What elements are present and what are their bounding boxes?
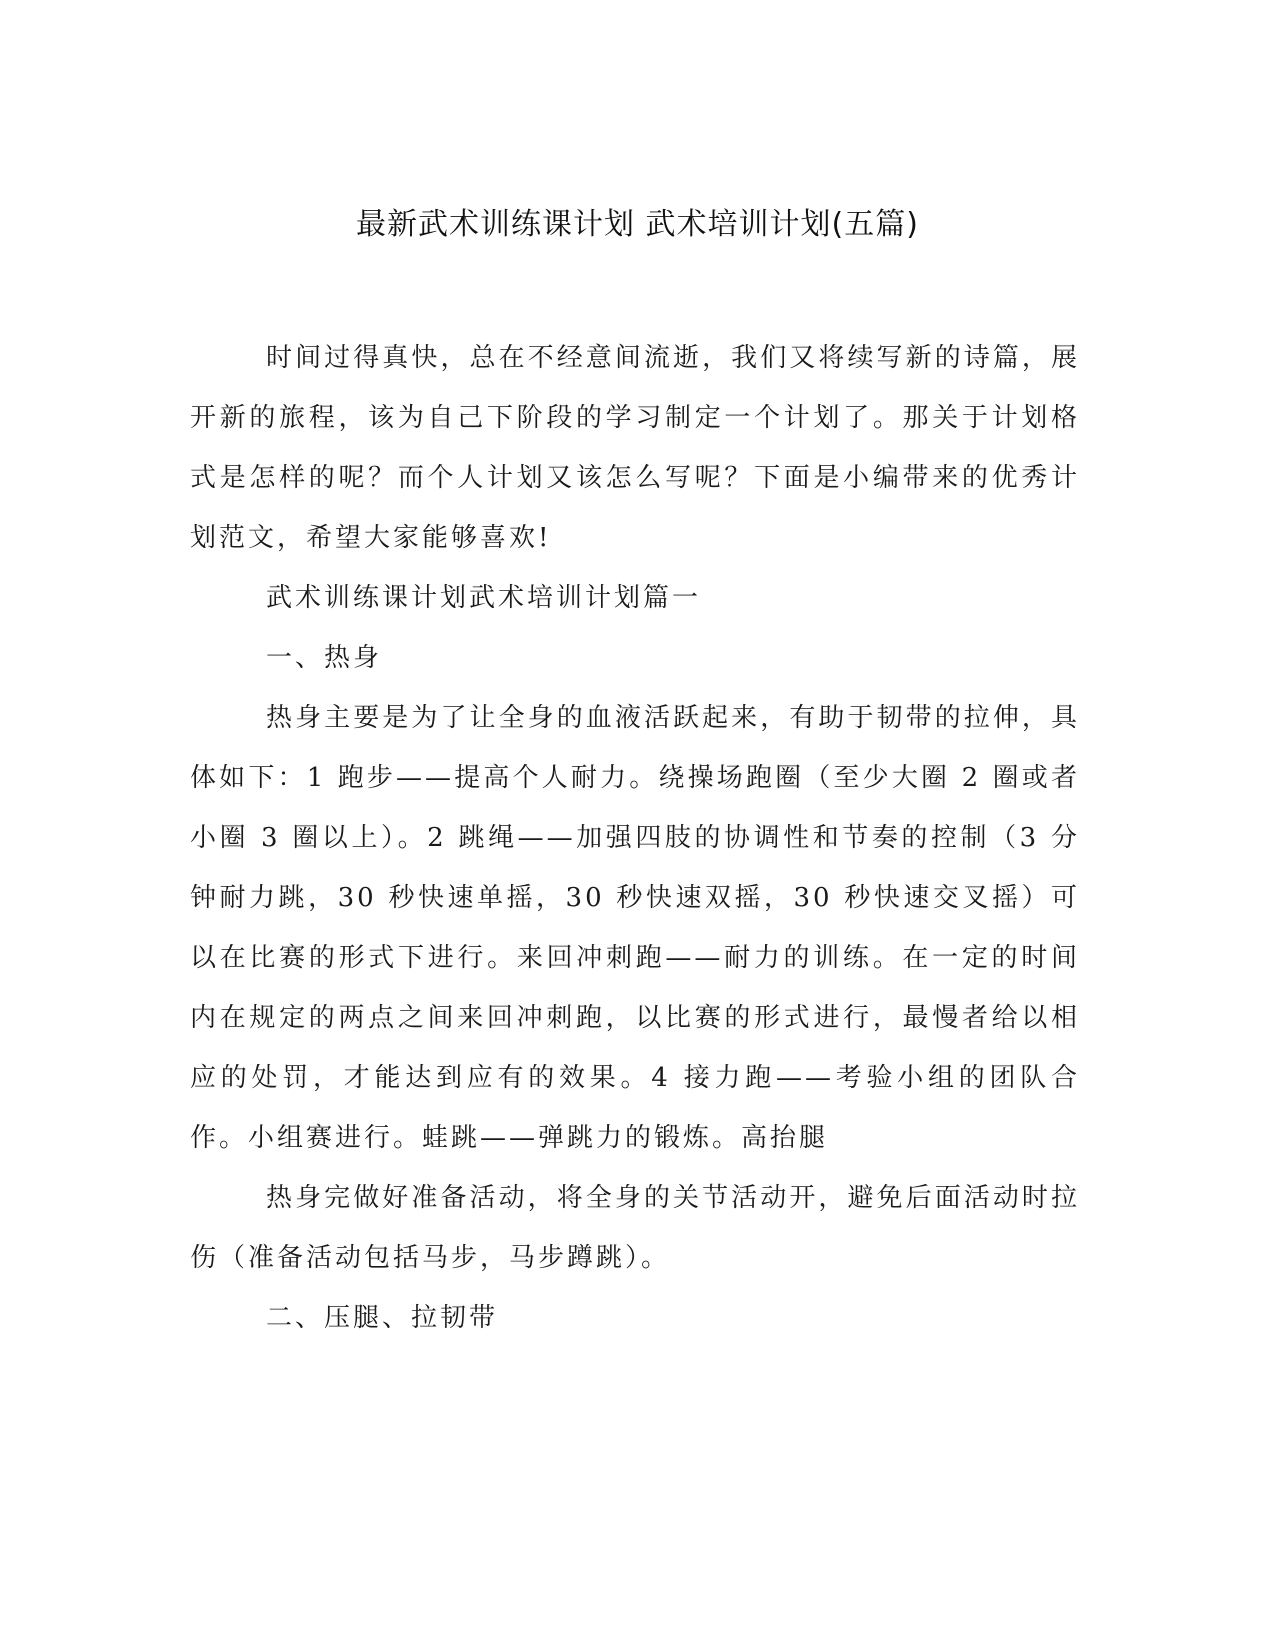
paragraph-heading-warmup: 一、热身	[266, 643, 383, 673]
document-title: 最新武术训练课计划 武术培训计划(五篇)	[356, 207, 919, 242]
paragraph-warmup-prep: 热身完做好准备活动，将全身的关节活动开，避免后面活动时拉伤（准备活动包括马步，马步蹲跳）。	[190, 1183, 1080, 1273]
paragraph-intro: 时间过得真快，总在不经意间流逝，我们又将续写新的诗篇，展开新的旅程，该为自己下阶段的学习制定一个计划了。那关于计划格式是怎样的呢？而个人计划又该怎么写呢？下面是小编带来的优秀计划范文，希望大家能够喜欢!	[190, 343, 1080, 553]
document-body	[190, 328, 1080, 1348]
paragraph-heading-stretch: 二、压腿、拉韧带	[266, 1303, 499, 1333]
paragraph-warmup-details: 热身主要是为了让全身的血液活跃起来，有助于韧带的拉伸，具体如下：1 跑步——提高个人耐力。绕操场跑圈（至少大圈 2 圈或者小圈 3 圈以上）。2 跳绳——加强四肢的协调性和节奏的控制（3 分钟耐力跳，30 秒快速单摇，30 秒快速双摇，30 秒快速交叉摇）可以在比赛的形式下进行。来回冲刺跑——耐力的训练。在一定的时间内在规定的两点之间来回冲刺跑，以比赛的形式进行，最慢者给以相应的处罚，才能达到应有的效果。4 接力跑——考验小组的团队合作。小组赛进行。蛙跳——弹跳力的锻炼。高抬腿	[190, 703, 1080, 1153]
paragraph-section-heading: 武术训练课计划武术培训计划篇一	[266, 583, 702, 613]
